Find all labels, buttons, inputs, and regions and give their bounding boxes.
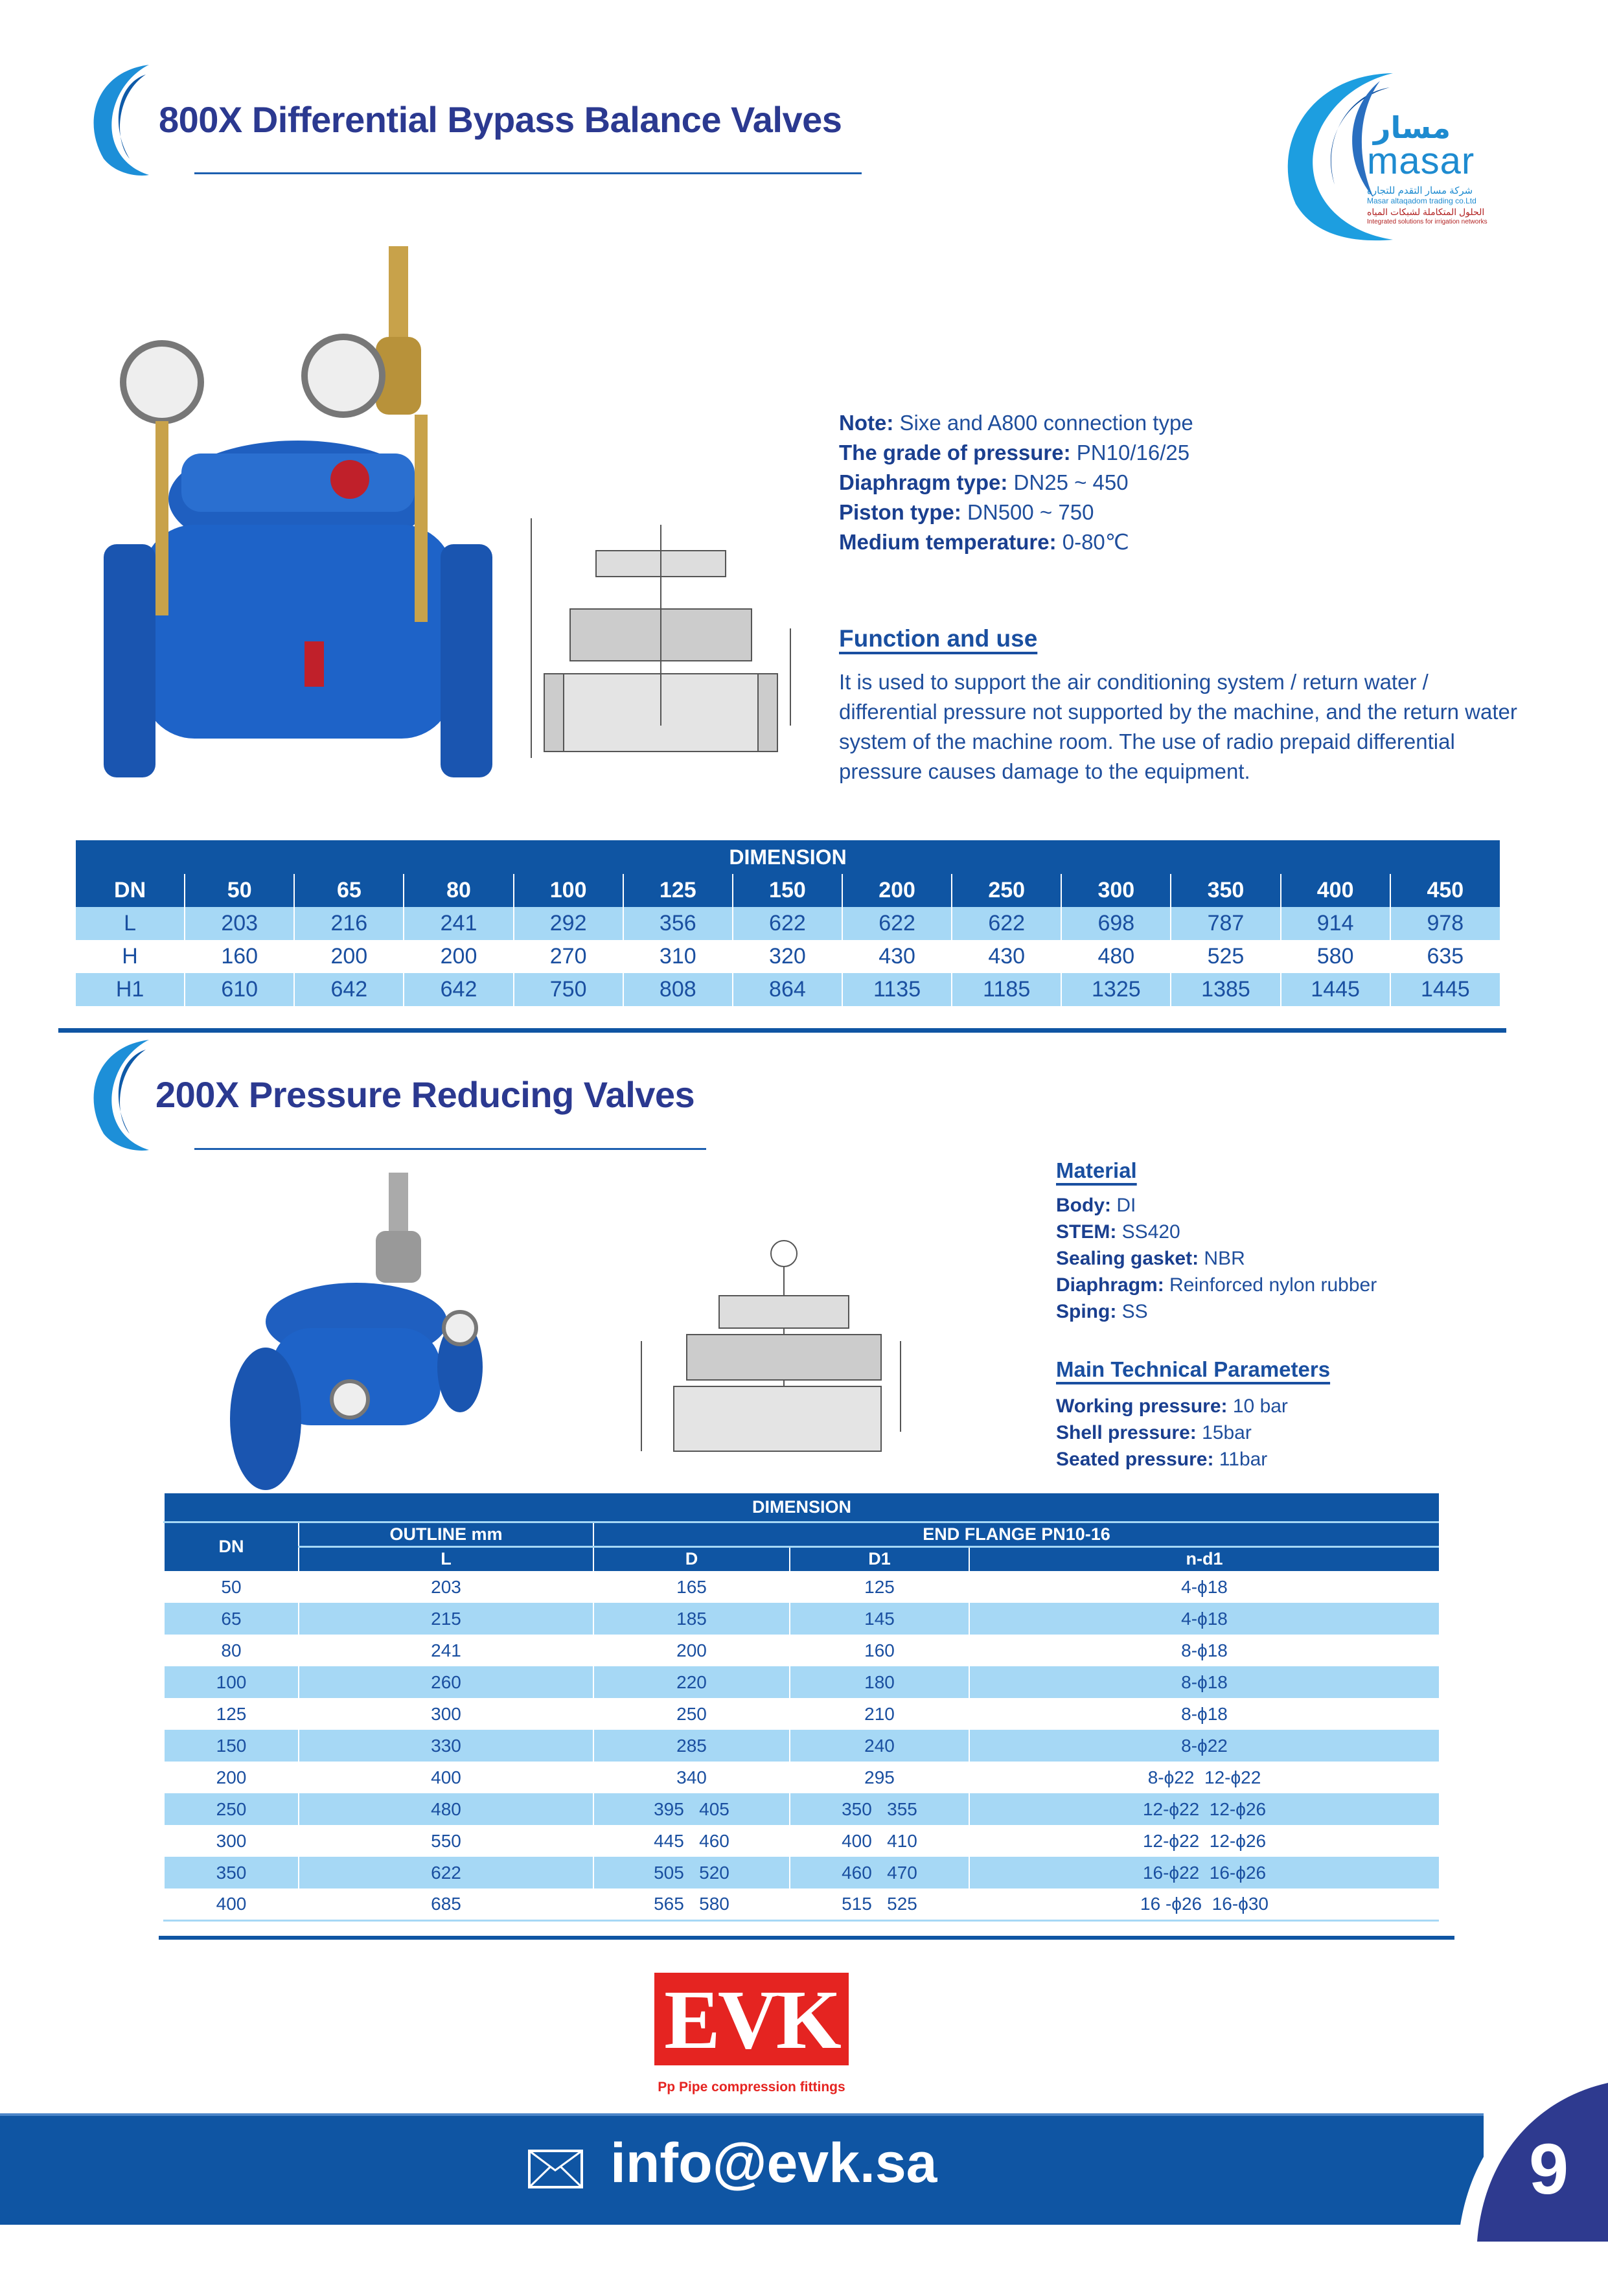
table-cell: 185 [593,1603,790,1635]
table-cell: 50 [164,1571,299,1603]
table-cell: 16 -ϕ26 16-ϕ30 [969,1888,1439,1920]
table-cell: 445 460 [593,1825,790,1857]
table-cell: 8-ϕ22 [969,1730,1439,1762]
spec-list [839,408,1193,557]
table-cell: 200 [164,1762,299,1793]
evk-caption: Pp Pipe compression fittings [658,2080,845,2095]
table-cell: 4-ϕ18 [969,1603,1439,1635]
col-end-flange: END FLANGE PN10-16 [593,1522,1439,1546]
spec-pressure-grade: The grade of pressure: PN10/16/25 [839,441,1190,465]
params-heading: Main Technical Parameters [1056,1357,1331,1381]
table-cell: 400 410 [790,1825,969,1857]
spec-diaphragm: Diaphragm type: DN25 ~ 450 [839,470,1129,494]
table-cell: 300 [299,1698,593,1730]
table-cell: 622 [842,907,952,940]
table-cell: 525 [1171,940,1280,973]
table-cell: 100 [164,1666,299,1698]
table-cell: L [75,907,185,940]
table-cell: 241 [404,907,513,940]
table-cell: 310 [623,940,733,973]
table-cell: 550 [299,1825,593,1857]
header-cell: 100 [514,874,623,907]
header-cell: 125 [623,874,733,907]
table-row [164,1635,1439,1666]
table-cell: 787 [1171,907,1280,940]
table-cell: 160 [185,940,294,973]
table-cell: 65 [164,1603,299,1635]
table-cell: 200 [404,940,513,973]
material-list [1056,1192,1377,1325]
table-row [75,940,1500,973]
table-row [164,1603,1439,1635]
table-cell: 864 [733,973,842,1006]
table-cell: 400 [164,1888,299,1920]
table-cell: 635 [1390,940,1500,973]
table-cell: 642 [404,973,513,1006]
table-row [164,1793,1439,1825]
table-cell: 160 [790,1635,969,1666]
table-row [164,1825,1439,1857]
table-cell: 300 [164,1825,299,1857]
table-cell: 515 525 [790,1888,969,1920]
table-cell: H1 [75,973,185,1006]
table-cell: 1135 [842,973,952,1006]
col-dn: DN [164,1522,299,1571]
table-cell: 292 [514,907,623,940]
table-header-row [75,874,1500,907]
spec-temperature: Medium temperature: 0-80℃ [839,530,1129,554]
table-cell: 1385 [1171,973,1280,1006]
table-cell: 356 [623,907,733,940]
table-cell: 250 [164,1793,299,1825]
table-cell: 565 580 [593,1888,790,1920]
table-cell: 480 [1061,940,1171,973]
header-cell: 350 [1171,874,1280,907]
table-cell: 241 [299,1635,593,1666]
header-cell: DN [75,874,185,907]
table-cell: 460 470 [790,1857,969,1888]
table-cell: 220 [593,1666,790,1698]
table-cell: 165 [593,1571,790,1603]
table-cell: 4-ϕ18 [969,1571,1439,1603]
table-cell: 430 [842,940,952,973]
table-cell: 12-ϕ22 12-ϕ26 [969,1825,1439,1857]
col-outline: OUTLINE mm [299,1522,593,1546]
table-row [164,1857,1439,1888]
table-cell: 622 [733,907,842,940]
table-row [164,1762,1439,1793]
table-cell: 750 [514,973,623,1006]
header-cell: 250 [952,874,1061,907]
table-cell: 622 [952,907,1061,940]
material-heading: Material [1056,1158,1137,1182]
valve-200x-photo [220,1173,492,1490]
table-cell: 145 [790,1603,969,1635]
table-row [75,973,1500,1006]
table-cell: 1445 [1281,973,1390,1006]
table-cell: 320 [733,940,842,973]
section-divider [58,1028,1506,1033]
dimension-table-800x [75,840,1500,1006]
masar-logo: مسار masar شركة مسار التقدم للتجارة Masar altaqadom trading co.Ltd الحلول المتكاملة لشبكات المياه Integrated solutions for irrigation networks [1270,68,1503,243]
valve-800x-photo [104,240,492,784]
table-cell: 580 [1281,940,1390,973]
header-cell: 50 [185,874,294,907]
param-seated: Seated pressure: 11bar [1056,1449,1268,1470]
material-body: Body: DI [1056,1195,1136,1216]
col-d1: D1 [790,1546,969,1571]
table-cell: 240 [790,1730,969,1762]
swoosh-icon [78,62,162,178]
section1-title: 800X Differential Bypass Balance Valves [159,99,842,140]
table-cell: 260 [299,1666,593,1698]
table-row [164,1888,1439,1920]
table-cell: 685 [299,1888,593,1920]
table-cell: 8-ϕ22 12-ϕ22 [969,1762,1439,1793]
table-cell: 642 [294,973,404,1006]
table-cell: 295 [790,1762,969,1793]
table-cell: 216 [294,907,404,940]
footer-email-link[interactable]: info@evk.sa [610,2132,937,2194]
table-cell: 350 [164,1857,299,1888]
table-caption: DIMENSION [75,840,1500,874]
table-cell: H [75,940,185,973]
col-n-d1: n-d1 [969,1546,1439,1571]
dimension-table-200x [163,1493,1439,1922]
table-cell: 12-ϕ22 12-ϕ26 [969,1793,1439,1825]
title-underline [194,1148,706,1150]
material-diaphragm: Diaphragm: Reinforced nylon rubber [1056,1274,1377,1296]
spec-piston: Piston type: DN500 ~ 750 [839,500,1094,524]
param-working: Working pressure: 10 bar [1056,1395,1288,1417]
table-cell: 125 [164,1698,299,1730]
section2-title: 200X Pressure Reducing Valves [155,1074,695,1115]
table-cell: 330 [299,1730,593,1762]
table-cell: 1185 [952,973,1061,1006]
page-number-badge [1445,2073,1608,2248]
table-row [164,1571,1439,1603]
table-cell: 480 [299,1793,593,1825]
table-cell: 610 [185,973,294,1006]
table-cell: 430 [952,940,1061,973]
header-cell: 150 [733,874,842,907]
function-text: It is used to support the air conditioning system / return water / differential pressure not supported by the machine, and the return water system of the machine room. The use of radio prepaid differential pressure causes damage to the equipment. [839,670,1517,783]
mail-icon [528,2150,583,2188]
table-cell: 250 [593,1698,790,1730]
header-cell: 400 [1281,874,1390,907]
table-cell: 285 [593,1730,790,1762]
table-cell: 8-ϕ18 [969,1666,1439,1698]
table-cell: 395 405 [593,1793,790,1825]
table-cell: 200 [593,1635,790,1666]
table-cell: 8-ϕ18 [969,1635,1439,1666]
material-gasket: Sealing gasket: NBR [1056,1248,1245,1269]
table-cell: 203 [185,907,294,940]
function-heading: Function and use [839,625,1038,652]
header-cell: 450 [1390,874,1500,907]
material-stem: STEM: SS420 [1056,1221,1180,1243]
valve-200x-drawing [635,1237,907,1458]
table-caption: DIMENSION [164,1493,1439,1522]
section-divider [159,1936,1454,1940]
evk-logo: EVK [654,1973,849,2065]
swoosh-icon [78,1037,162,1153]
table-cell: 215 [299,1603,593,1635]
table-cell: 125 [790,1571,969,1603]
table-cell: 200 [294,940,404,973]
header-cell: 300 [1061,874,1171,907]
table-cell: 1325 [1061,973,1171,1006]
table-row [164,1730,1439,1762]
table-cell: 180 [790,1666,969,1698]
table-cell: 914 [1281,907,1390,940]
header-cell: 80 [404,874,513,907]
header-cell: 200 [842,874,952,907]
valve-800x-drawing [518,512,810,764]
table-cell: 340 [593,1762,790,1793]
table-cell: 978 [1390,907,1500,940]
col-l: L [299,1546,593,1571]
table-row [75,907,1500,940]
table-cell: 1445 [1390,973,1500,1006]
page-number: 9 [1529,2130,1569,2209]
table-cell: 270 [514,940,623,973]
table-cell: 150 [164,1730,299,1762]
table-cell: 203 [299,1571,593,1603]
table-cell: 80 [164,1635,299,1666]
material-spring: Sping: SS [1056,1301,1148,1322]
table-row [164,1698,1439,1730]
table-cell: 400 [299,1762,593,1793]
spec-note: Note: Sixe and A800 connection type [839,411,1193,435]
title-underline [194,172,862,174]
table-cell: 808 [623,973,733,1006]
table-cell: 16-ϕ22 16-ϕ26 [969,1857,1439,1888]
table-cell: 8-ϕ18 [969,1698,1439,1730]
table-cell: 350 355 [790,1793,969,1825]
param-shell: Shell pressure: 15bar [1056,1422,1252,1443]
params-list [1056,1393,1288,1473]
col-d: D [593,1546,790,1571]
header-cell: 65 [294,874,404,907]
table-cell: 210 [790,1698,969,1730]
table-cell: 698 [1061,907,1171,940]
table-row [164,1666,1439,1698]
table-cell: 505 520 [593,1857,790,1888]
table-cell: 622 [299,1857,593,1888]
